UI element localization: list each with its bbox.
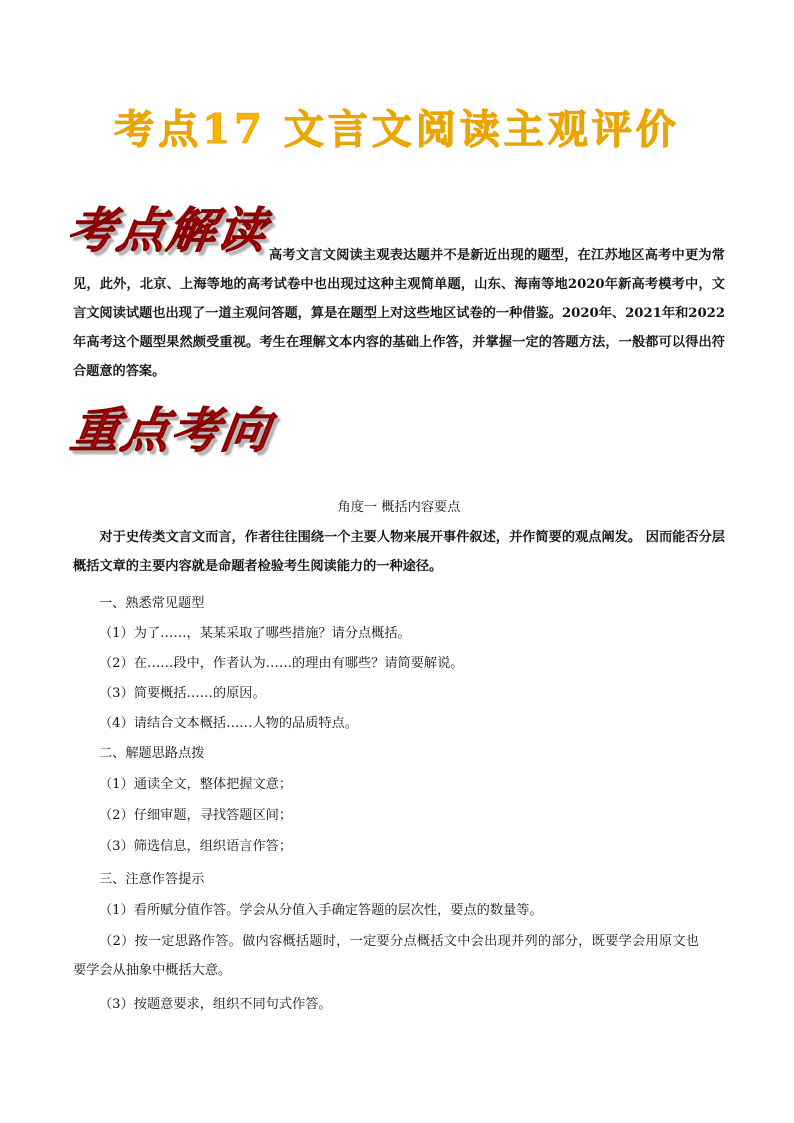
list-item: （3）简要概括……的原因。 (99, 686, 266, 701)
intro-paragraph: 高考文言文阅读主观表达题并不是新近出现的题型，在江苏地区高考中更为常见，此外，北京、上海等地的高考试卷中也出现过这种主观简单题，山东、海南等地2020年新高考模考中，文言文阅读试题也出现了一道主观问答题，算是在题型上对这些地区试卷的一种借鉴。2020年、2021年和2022年高考这个题型果然颇受重视。考生在理解文本内容的基础上作答，并掌握一定的答题方法，一般都可以得出符合题意的答案。 (73, 248, 725, 379)
list-item: （1）通读全文，整体把握文意； (99, 777, 293, 792)
angle-heading: 角度一 概括内容要点 (337, 500, 461, 515)
list-item: （3）按题意要求，组织不同句式作答。 (99, 997, 332, 1012)
section-heading-1: 一、熟悉常见题型 (99, 596, 205, 611)
list-item: （2）在……段中，作者认为……的理由有哪些？请简要解说。 (99, 656, 464, 671)
list-item: （4）请结合文本概括……人物的品质特点。 (99, 716, 358, 731)
list-item: （2）仔细审题，寻找答题区间； (99, 808, 293, 823)
page-title: 考点17 文言文阅读主观评价 (114, 106, 680, 153)
section-heading-2: 二、解题思路点拨 (99, 746, 205, 761)
zhongdian-kaoxiang-badge: 重点考向 (67, 403, 276, 459)
list-item: （1）看所赋分值作答。学会从分值入手确定答题的层次性，要点的数量等。 (99, 903, 543, 918)
list-item: （3）筛选信息，组织语言作答； (99, 839, 293, 854)
angle-intro-paragraph: 对于史传类文言文而言，作者往往围绕一个主要人物来展开事件叙述，并作简要的观点阐发。 因而能否分层概括文章的主要内容就是命题者检验考生阅读能力的一种途径。 (73, 530, 725, 574)
section-heading-3: 三、注意作答提示 (99, 872, 205, 887)
kaodian-jiedu-badge: 考点解读 (63, 203, 272, 259)
list-item: （2）按一定思路作答。做内容概括题时，一定要分点概括文中会出现并列的部分，既要学会用原文也要学会从抽象中概括大意。 (73, 934, 699, 978)
list-item: （1）为了……，某某采取了哪些措施？请分点概括。 (99, 626, 411, 641)
